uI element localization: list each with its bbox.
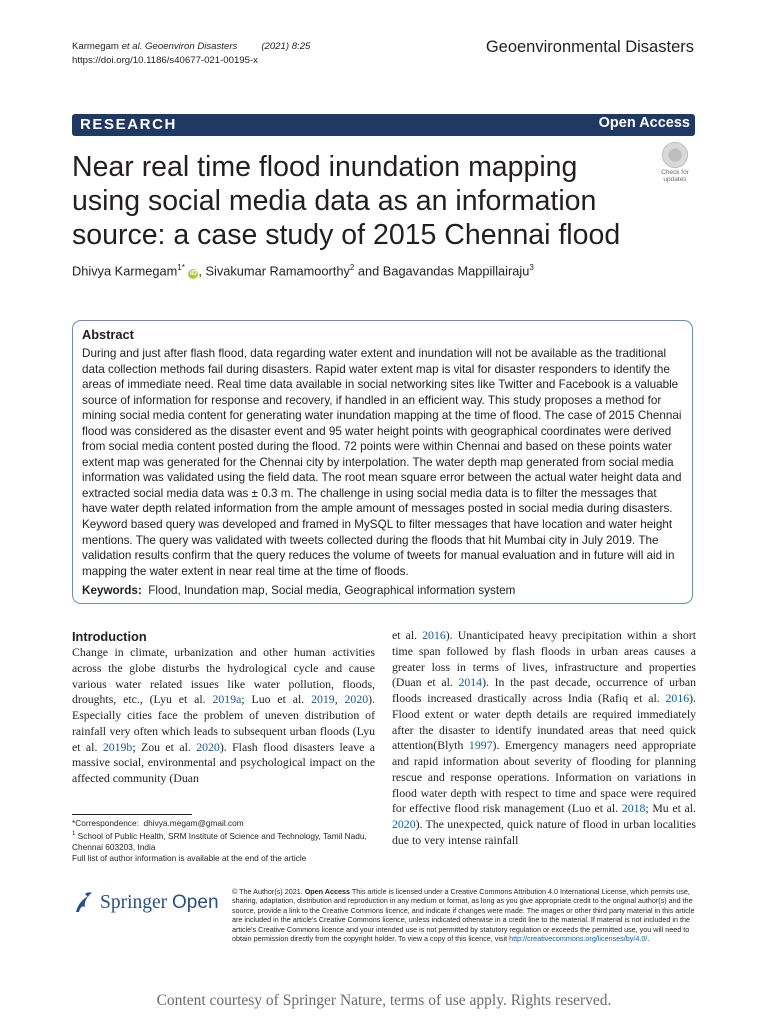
author-1[interactable]: Dhivya Karmegam (72, 263, 178, 279)
intro-text: ). Especially cities face the problem of uneven distribution of rainfall very often which leads to subsequent urban floods (Lyu et al. (72, 692, 375, 754)
doi-link[interactable]: https://doi.org/10.1186/s40677-021-00195-x (72, 55, 258, 66)
intro-right-column (392, 628, 696, 849)
citation-link[interactable]: 2020 (196, 739, 220, 754)
orcid-icon[interactable]: iD (189, 270, 197, 278)
author-3-sup: 3 (529, 263, 534, 272)
license-link[interactable]: http://creativecommons.org/licenses/by/4.0/ (509, 934, 648, 944)
keywords (82, 584, 682, 597)
introduction-heading: Introduction (72, 629, 147, 644)
intro-text: , (334, 692, 345, 707)
intro-text: Change in climate, urbanization and other human activities across the globe disturbs the hydrological cycle and cause various water related issues like water pollution, floods, droughts, etc., (Lyu et al. (72, 645, 375, 707)
license-open-access: Open Access (304, 887, 350, 896)
section-label: RESEARCH (80, 116, 177, 133)
intro-text: ; Mu et al. (645, 801, 696, 816)
author-list (72, 263, 534, 279)
author-1-sup: 1* (177, 263, 185, 272)
citation-link[interactable]: 2019a (212, 692, 242, 707)
journal-name: Geoenvironmental Disasters (485, 38, 694, 56)
intro-text: ). Unanticipated heavy precipitation within a short time span followed by flash floods in urban areas causes a greater loss in terms of lives, infrastructure and properties (Duan et al. (392, 628, 697, 690)
open-access-label: Open Access (598, 115, 690, 131)
keywords-label: Keywords: (82, 584, 142, 597)
license-prefix: © The Author(s) 2021. (232, 887, 305, 896)
intro-left-column (72, 645, 375, 787)
affiliation-sup: 1 (72, 831, 76, 837)
header-year-volume: (2021) 8:25 (261, 41, 311, 52)
check-for-updates-badge[interactable] (654, 142, 696, 182)
footnotes (72, 818, 377, 864)
check-updates-line2: updates (663, 176, 687, 183)
springer-horse-icon (72, 890, 94, 916)
springer-open-logo[interactable] (72, 888, 222, 920)
correspondence-email[interactable]: dhivya.megam@gmail.com (143, 818, 244, 828)
citation-link[interactable]: 2016 (665, 691, 690, 705)
affiliation: School of Public Health, SRM Institute of Science and Technology, Tamil Nadu, Chennai 603203, India (72, 830, 367, 852)
check-for-updates-icon (662, 142, 688, 168)
citation-link[interactable]: 2020 (344, 692, 369, 707)
footnote-divider (72, 814, 192, 815)
citation-link[interactable]: 2016 (422, 628, 446, 642)
citation-link[interactable]: 2019 (311, 692, 335, 707)
logo-springer: Springer (100, 892, 168, 913)
intro-text: ; Zou et al. (132, 739, 197, 754)
full-author-info-note: Full list of author information is available at the end of the article (72, 852, 307, 863)
article-title: Near real time flood inundation mapping using social media data as an information source: a case study of 2015 Chennai flood (72, 151, 621, 251)
running-header (72, 40, 310, 68)
abstract-text: During and just after flash flood, data regarding water extent and inundation will not be available as the traditional data collection methods fail during disasters. Rapid water extent map is vital for disaster responders to identify the areas of immediate need. Real time data available in social networking sites like Twitter and Facebook is a valuable source of information for response and recovery, if handled in an efficient way. This study proposes a method for mining social media content for generating water inundation mapping at the time of flood. The case of 2015 Chennai flood was considered as the disaster event and 95 water height points with geographical coordinates were derived from social media content posted during the flood. 72 points were within Chennai and based on these points water extent map was generated for the Chennai city by interpolation. The water depth map generated from social media information was validated using the field data. The root mean square error between the actual water height data and extracted social media data was ± 0.3 m. The challenge in using social media data is to filter the messages that have water depth related information from the ample amount of messages posted in social media during disasters. Keyword based query was developed and framed in MySQL to filter messages that have location and water height mentions. The query was validated with tweets collected during the floods that hit Mumbai city in July 2019. The validation results confirm that the query reduces the volume of tweets for manual evaluation and in future will aid in mapping the water extent in near real time at the time of floods. (82, 347, 682, 578)
intro-text: ; Luo et al. (241, 692, 312, 707)
check-updates-line1: Check for (661, 169, 689, 176)
intro-text: ). In the past decade, occurrence of urban floods increased drastically across India (Rafiq et al. (392, 675, 697, 705)
citation-link[interactable]: 2020 (392, 817, 416, 831)
abstract-heading: Abstract (82, 327, 134, 342)
author-2[interactable]: , Sivakumar Ramamoorthy (198, 263, 350, 279)
license-end: . (647, 934, 650, 944)
intro-text: ). Emergency managers need appropriate and rapid information about severity of flooding for planning rescue and response operations. Information on variations in flood water depth with respect to time and space were required for effective flood risk management (Luo et al. (392, 738, 696, 816)
header-journal-abbrev: et al. Geoenviron Disasters (121, 41, 238, 52)
keywords-list: Flood, Inundation map, Social media, Geographical information system (148, 584, 516, 597)
license-text (232, 887, 695, 943)
header-authors: Karmegam (72, 41, 119, 52)
author-3[interactable]: and Bagavandas Mappillairaju (354, 263, 530, 279)
intro-text: ). Flood extent or water depth details are required immediately after the disaster to identify inundated areas that need quick attention(Blyth (392, 691, 696, 753)
citation-link[interactable]: 2014 (458, 675, 483, 690)
correspondence-label: *Correspondence: (72, 818, 139, 828)
intro-text: ). The unexpected, quick nature of flood in urban localities due to very intense rainfall (392, 817, 696, 847)
license-body: This article is licensed under a Creative Commons Attribution 4.0 International License, which permits use, sharing, adaptation, distribution and reproduction in any medium or format, as long as you give appropriate credit to the original author(s) and the source, provide a link to the Creative Commons licence, and indicate if changes were made. The images or other third party material in this article are included in the article's Creative Commons licence, unless indicated otherwise in a credit line to the material. If material is not included in the article's Creative Commons licence and your intended use is not permitted by statutory regulation or exceeds the permitted use, you will need to obtain permission directly from the copyright holder. To view a copy of this licence, visit (232, 887, 695, 944)
intro-text: et al. (392, 628, 423, 642)
content-courtesy-notice: Content courtesy of Springer Nature, terms of use apply. Rights reserved. (156, 992, 612, 1009)
citation-link[interactable]: 2019b (102, 739, 133, 754)
citation-link[interactable]: 2018 (621, 801, 646, 816)
intro-text: ). Flash flood disasters leave a massive social, environmental and psychological impact on the affected community (Duan (72, 739, 375, 785)
citation-link[interactable]: 1997 (468, 738, 493, 753)
author-2-sup: 2 (349, 263, 355, 272)
logo-open: Open (172, 892, 219, 913)
